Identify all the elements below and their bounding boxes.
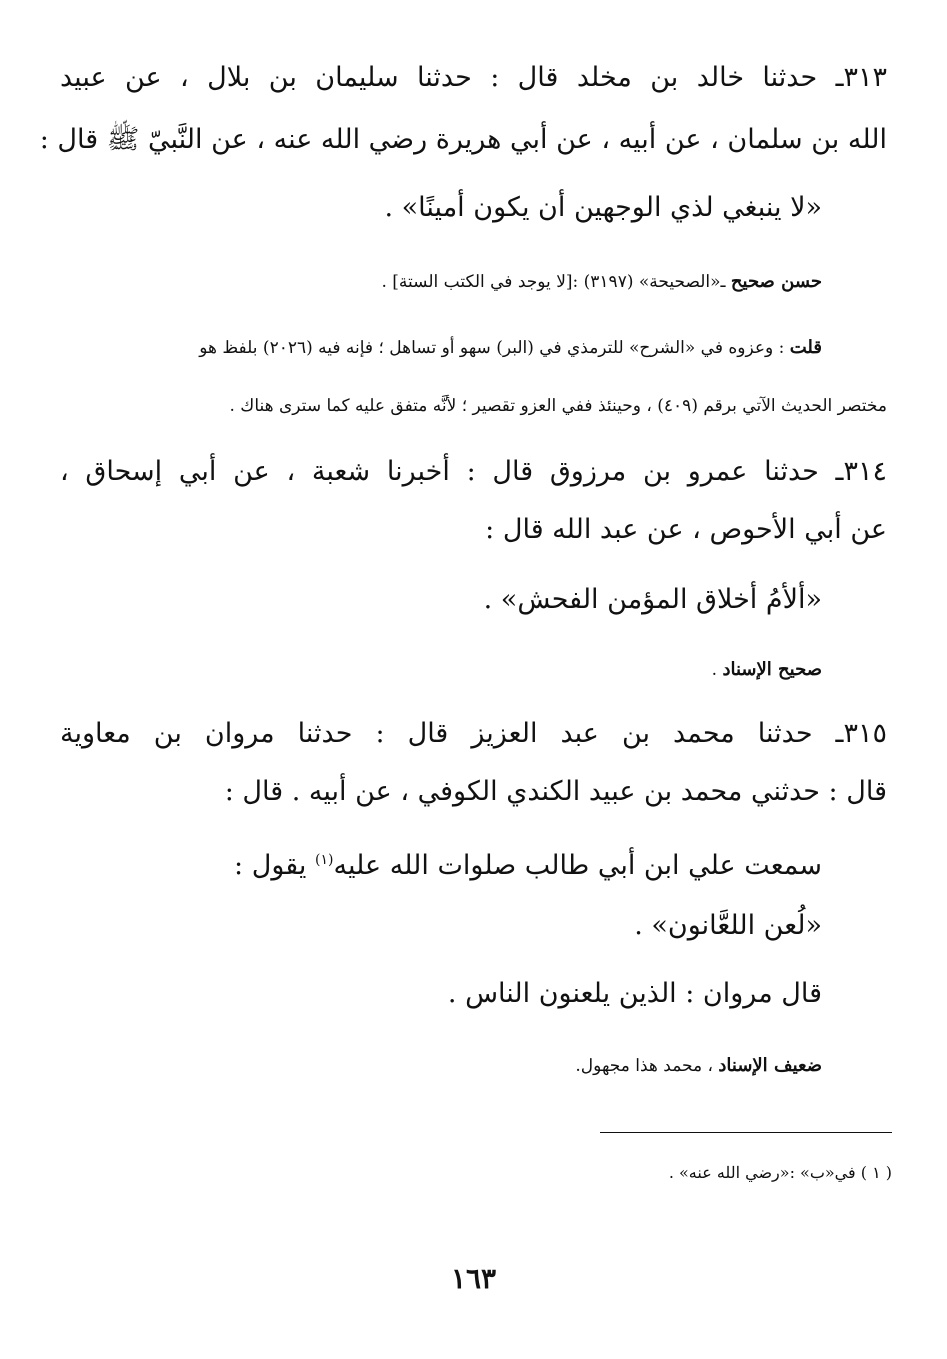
- hadith-315-line-3: [60, 840, 822, 886]
- grade-label: حسن صحيح: [730, 271, 822, 292]
- hadith-314-line-1: ٣١٤ـ حدثنا عمرو بن مرزوق قال : أخبرنا شعبة ، عن أبي إسحاق ،: [60, 456, 887, 487]
- hadith-314-line-2: عن أبي الأحوص ، عن عبد الله قال :: [485, 514, 887, 545]
- grade-label: ضعيف الإسناد: [718, 1055, 822, 1076]
- footnote-divider: [600, 1132, 892, 1133]
- hadith-315-marwan: قال مروان : الذين يلعنون الناس .: [447, 978, 822, 1009]
- hadith-315-line-2: قال : حدثني محمد بن عبيد الكندي الكوفي ، عن أبيه . قال :: [224, 776, 887, 807]
- hadith-313-comment-line-1: [60, 334, 822, 362]
- hadith-315-grade: [60, 1052, 822, 1080]
- hadith-315-line-3-before: سمعت علي ابن أبي طالب صلوات الله عليه: [333, 850, 822, 881]
- grade-detail: .: [711, 660, 718, 680]
- hadith-315-line-1: ٣١٥ـ حدثنا محمد بن عبد العزيز قال : حدثنا مروان بن معاوية: [60, 718, 887, 749]
- hadith-315-line-3-after: يقول :: [234, 850, 316, 881]
- footnote: ( ١ ) في«ب» :«رضي الله عنه» .: [668, 1163, 892, 1182]
- hadith-313-line-2: الله بن سلمان ، عن أبيه ، عن أبي هريرة رضي الله عنه ، عن النَّبيّ ﷺ قال :: [39, 124, 887, 155]
- footnote-marker: (١): [315, 852, 334, 868]
- grade-detail: ، محمد هذا مجهول.: [575, 1056, 713, 1076]
- hadith-314-text: «ألأمُ أخلاق المؤمن الفحش» .: [483, 584, 822, 615]
- page-number: ١٦٣: [450, 1262, 497, 1295]
- grade-detail: ـ«الصحيحة» (٣١٩٧) :[لا يوجد في الكتب الستة] .: [381, 272, 726, 292]
- hadith-313-text: «لا ينبغي لذي الوجهين أن يكون أمينًا» .: [384, 192, 822, 223]
- hadith-315-text: «لُعن اللعَّانون» .: [634, 910, 822, 941]
- hadith-314-grade: [60, 656, 822, 684]
- hadith-313-grade: [60, 268, 822, 296]
- comment-text: : وعزوه في «الشرح» للترمذي في (البر) سهو أو تساهل ؛ فإنه فيه (٢٠٢٦) بلفظ هو: [199, 338, 785, 358]
- comment-label: قلت: [789, 337, 822, 358]
- hadith-313-comment-line-2: مختصر الحديث الآتي برقم (٤٠٩) ، وحينئذ ففي العزو تقصير ؛ لأنَّه متفق عليه كما سترى هناك .: [229, 396, 887, 416]
- hadith-313-line-1: ٣١٣ـ حدثنا خالد بن مخلد قال : حدثنا سليمان بن بلال ، عن عبيد: [60, 62, 887, 93]
- grade-label: صحيح الإسناد: [722, 659, 822, 680]
